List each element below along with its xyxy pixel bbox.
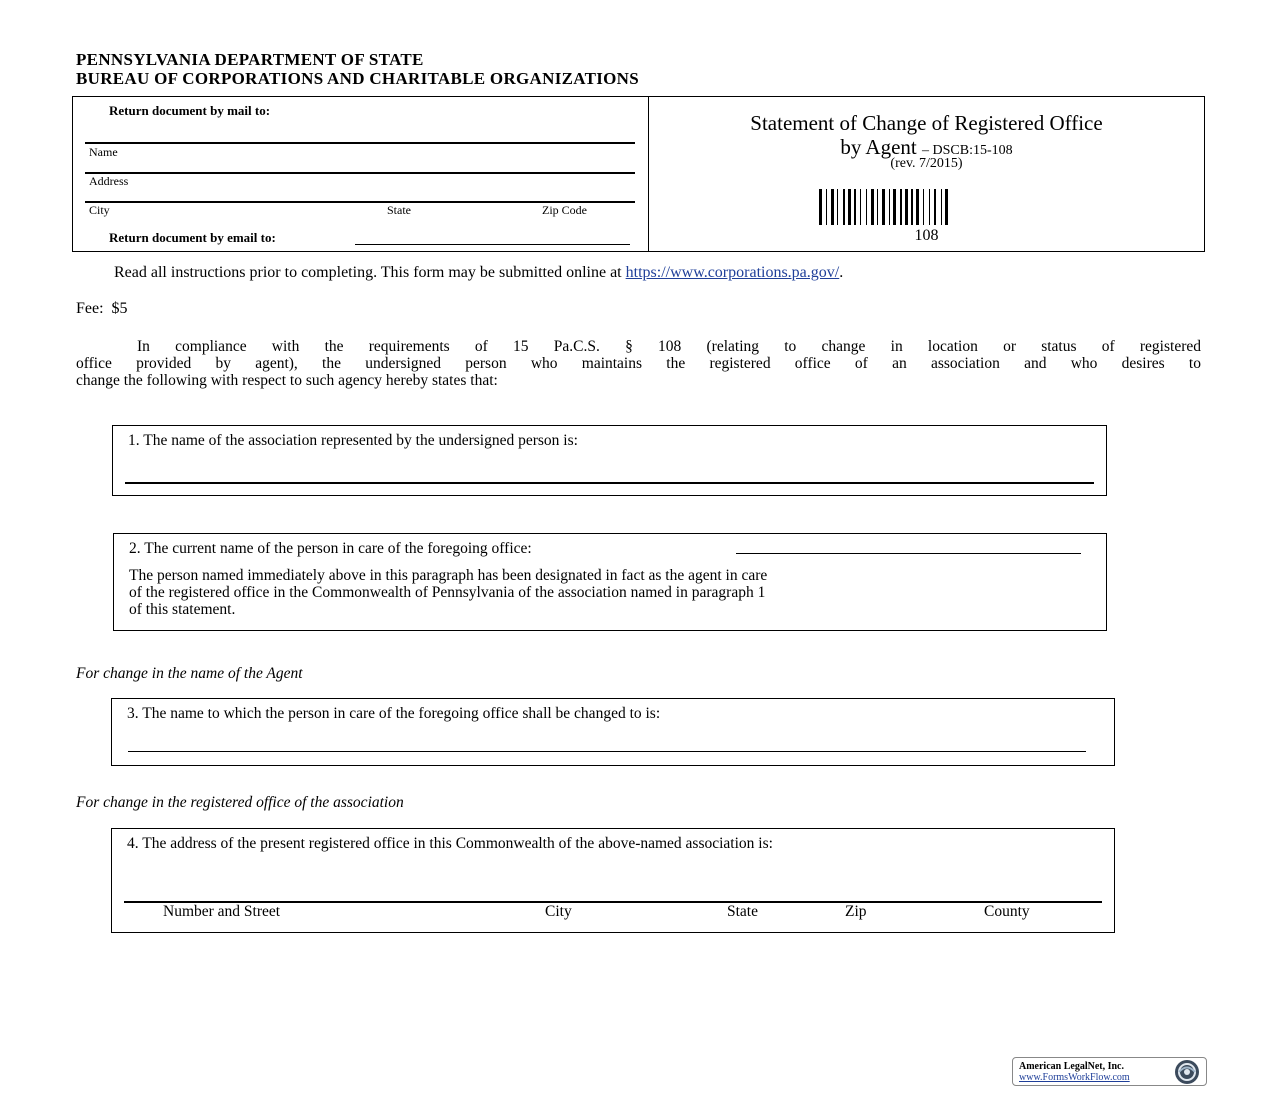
street-column-label: Number and Street [163, 903, 281, 920]
city-label: City [89, 203, 110, 217]
instructions-line [114, 264, 843, 282]
item-2-box [113, 533, 1107, 631]
online-submission-link[interactable]: https://www.corporations.pa.gov/ [625, 264, 840, 281]
instructions-text: Read all instructions prior to completing. This form may be submitted online at [114, 264, 626, 281]
current-agent-name-field[interactable] [736, 553, 1081, 554]
fee-text: Fee: $5 [76, 300, 128, 317]
item-2-para-line1: The person named immediately above in this paragraph has been designated in fact as the agent in care [129, 567, 768, 584]
form-title-box [648, 96, 1205, 252]
item-2-text: 2. The current name of the person in care of the foregoing office: [129, 540, 532, 557]
mail-label: Return document by mail to: [109, 103, 271, 118]
instructions-end: . [839, 264, 844, 281]
state-column-label: State [727, 903, 758, 920]
form-revision: (rev. 7/2015) [890, 156, 963, 171]
item-2-para-line2: of the registered office in the Commonwealth of Pennsylvania of the association named in paragraph 1 [129, 584, 766, 601]
bureau-heading: BUREAU OF CORPORATIONS AND CHARITABLE ORGANIZATIONS [76, 69, 639, 88]
name-field[interactable] [85, 142, 635, 144]
return-document-box [72, 96, 649, 252]
item-3-box [111, 698, 1115, 766]
compliance-line2: office provided by agent), the undersigned person who maintains the registered office of an association and who desires to [76, 355, 1201, 372]
city-column-label: City [545, 903, 572, 920]
form-title-by-agent: by Agent [840, 135, 917, 159]
item-2-para-line3: of this statement. [129, 601, 236, 618]
county-column-label: County [984, 903, 1030, 920]
email-field[interactable] [355, 244, 630, 245]
address-label: Address [89, 174, 129, 188]
barcode [819, 189, 1033, 227]
item-1-box [112, 425, 1107, 496]
new-agent-name-field[interactable] [128, 751, 1086, 752]
compliance-line3: change the following with respect to such agency hereby states that: [76, 372, 498, 389]
form-title-line1: Statement of Change of Registered Office [750, 111, 1103, 135]
item-3-text: 3. The name to which the person in care of the foregoing office shall be changed to is: [127, 705, 661, 722]
department-heading: PENNSYLVANIA DEPARTMENT OF STATE [76, 50, 424, 69]
zip-column-label: Zip [845, 903, 867, 920]
zip-code-label: Zip Code [542, 203, 587, 217]
globe-icon [1170, 1059, 1204, 1085]
association-name-field[interactable] [125, 482, 1094, 484]
section-office-heading: For change in the registered office of the association [76, 794, 404, 811]
item-4-box [111, 828, 1115, 933]
footer-company: American LegalNet, Inc. [1019, 1061, 1124, 1072]
footer-url-link[interactable]: www.FormsWorkFlow.com [1019, 1072, 1130, 1083]
section-agent-heading: For change in the name of the Agent [76, 665, 303, 682]
barcode-number: 108 [914, 227, 939, 244]
compliance-line1: In compliance with the requirements of 15 Pa.C.S. § 108 (relating to change in location or status of registered [137, 338, 1201, 355]
form-code: – DSCB:15-108 [922, 143, 1013, 158]
item-4-text: 4. The address of the present registered office in this Commonwealth of the above-named association is: [127, 835, 773, 852]
state-label: State [387, 203, 411, 217]
footer-logo-box [1012, 1057, 1207, 1086]
address-field[interactable] [85, 172, 635, 174]
email-label: Return document by email to: [109, 230, 276, 245]
name-label: Name [89, 145, 118, 159]
item-1-text: 1. The name of the association represented by the undersigned person is: [128, 432, 578, 449]
